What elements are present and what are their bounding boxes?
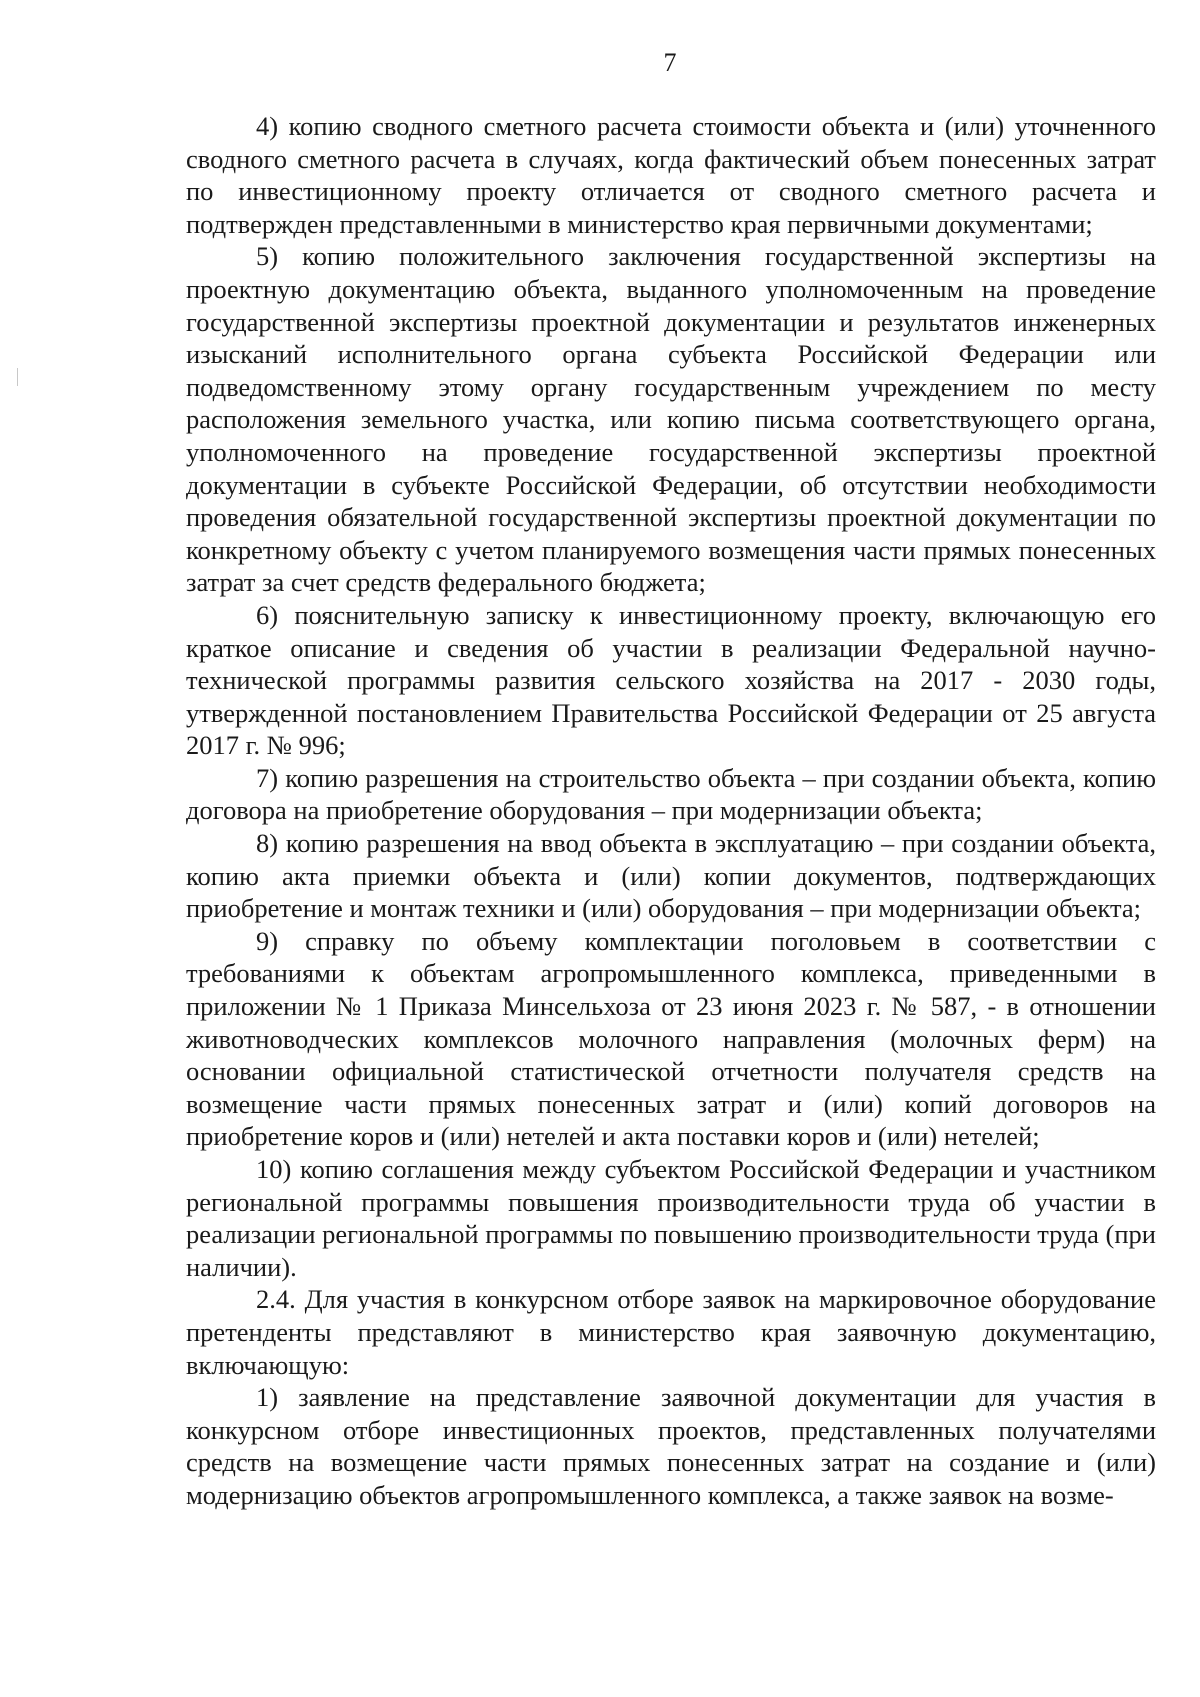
paragraph-item-10: 10) копию соглашения между субъектом Российской Федерации и участником региональной программы повышения производительности труда об участии в реализации региональной программы по повышению производительности труда (при наличии). — [186, 1154, 1156, 1282]
paragraph-item-8: 8) копию разрешения на ввод объекта в эксплуатацию – при создании объекта, копию акта приемки объекта и (или) копии документов, подтверждающих приобретение и монтаж техники и (или) оборудования – при модернизации объекта; — [186, 828, 1156, 924]
paragraph-item-1: 1) заявление на представление заявочной документации для участия в конкурсном отборе инвестиционных проектов, представленных получателями средств на возмещение части прямых понесенных затрат на создание и (или) модернизацию объектов агропромышленного комплекса, а также заявок на возме- — [186, 1382, 1156, 1510]
paragraph-item-9: 9) справку по объему комплектации поголовьем в соответствии с требованиями к объектам агропромышленного комплекса, приведенными в приложении № 1 Приказа Минсельхоза от 23 июня 2023 г. № 587, - в отношении животноводческих комплексов молочного направления (молочных ферм) на основании официальной статистической отчетности получателя средств на возмещение части прямых понесенных затрат и (или) копий договоров на приобретение коров и (или) нетелей и акта поставки коров и (или) нетелей; — [186, 925, 1156, 1152]
paragraph-item-7: 7) копию разрешения на строительство объекта – при создании объекта, копию договора на приобретение оборудования – при модернизации объекта; — [186, 762, 1156, 826]
paragraph-item-6: 6) пояснительную записку к инвестиционному проекту, включающую его краткое описание и сведения об участии в реализации Федеральной научно-технической программы развития сельского хозяйства на 2017 - 2030 годы, утвержденной постановлением Правительства Российской Федерации от 25 августа 2017 г. № 996; — [186, 599, 1156, 761]
scan-artifact — [17, 368, 18, 386]
page-number: 7 — [663, 48, 677, 77]
document-body — [186, 110, 1156, 1512]
paragraph-section-2-4: 2.4. Для участия в конкурсном отборе заявок на маркировочное оборудование претенденты представляют в министерство края заявочную документацию, включающую: — [186, 1284, 1156, 1380]
paragraph-item-5: 5) копию положительного заключения государственной экспертизы на проектную документацию объекта, выданного уполномоченным на проведение государственной экспертизы проектной документации и результатов инженерных изысканий исполнительного органа субъекта Российской Федерации или подведомственному этому органу государственным учреждением по месту расположения земельного участка, или копию письма соответствующего органа, уполномоченного на проведение государственной экспертизы проектной документации в субъекте Российской Федерации, об отсутствии необходимости проведения обязательной государственной экспертизы проектной документации по конкретному объекту с учетом планируемого возмещения части прямых понесенных затрат за счет средств федерального бюджета; — [186, 241, 1156, 598]
paragraph-item-4: 4) копию сводного сметного расчета стоимости объекта и (или) уточненного сводного сметного расчета в случаях, когда фактический объем понесенных затрат по инвестиционному проекту отличается от сводного сметного расчета и подтвержден представленными в министерство края первичными документами; — [186, 111, 1156, 239]
